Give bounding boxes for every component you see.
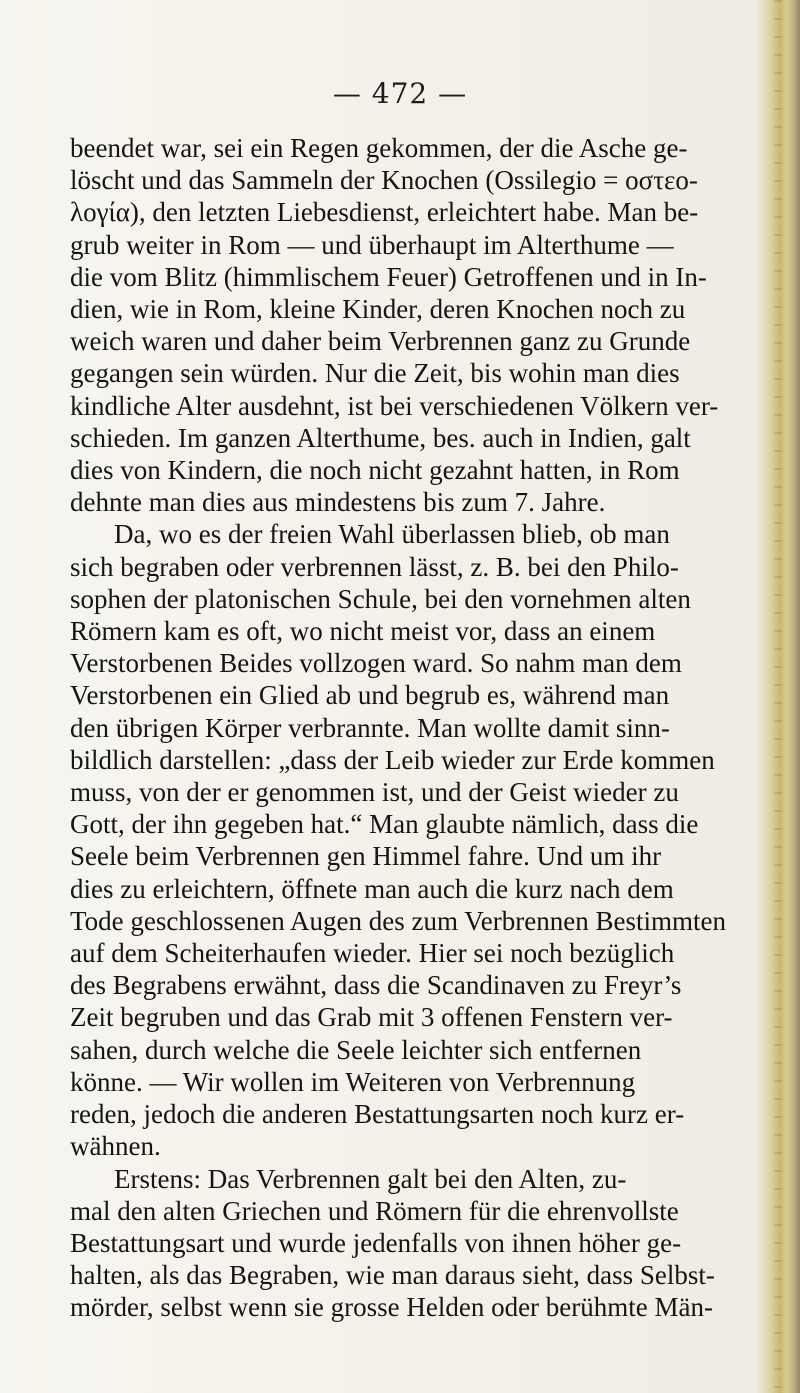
text-line: grub weiter in Rom — und überhaupt im Alterthume —	[70, 229, 674, 260]
text-line: Römern kam es oft, wo nicht meist vor, dass an einem	[70, 616, 656, 647]
text-line: muss, von der er genommen ist, und der Geist wieder zu	[70, 777, 679, 808]
text-line: die vom Blitz (himmlischem Feuer) Getroffenen und in In-	[70, 261, 707, 292]
text-line: sahen, durch welche die Seele leichter sich entfernen	[70, 1034, 642, 1065]
text-line: weich waren und daher beim Verbrennen ganz zu Grunde	[70, 326, 691, 357]
text-line: halten, als das Begraben, wie man daraus sieht, dass Selbst-	[70, 1260, 715, 1291]
text-line: des Begrabens erwähnt, dass die Scandinaven zu Freyr’s	[70, 970, 682, 1001]
text-line: sich begraben oder verbrennen lässt, z. B. bei den Philo-	[70, 551, 679, 582]
text-line: dien, wie in Rom, kleine Kinder, deren Knochen noch zu	[70, 294, 686, 325]
text-line: Zeit begruben und das Grab mit 3 offenen Fenstern ver-	[70, 1002, 673, 1033]
text-line: dehnte man dies aus mindestens bis zum 7. Jahre.	[70, 487, 606, 518]
text-line: mal den alten Griechen und Römern für die ehrenvollste	[70, 1195, 679, 1226]
text-line: dies zu erleichtern, öffnete man auch die kurz nach dem	[70, 873, 674, 904]
text-line: kindliche Alter ausdehnt, ist bei verschiedenen Völkern ver-	[70, 390, 719, 421]
text-line: reden, jedoch die anderen Bestattungsarten noch kurz er-	[70, 1099, 685, 1130]
text-line: Da, wo es der freien Wahl überlassen blieb, ob man	[114, 519, 670, 550]
text-line: wähnen.	[70, 1131, 161, 1162]
page-number: — 472 —	[332, 77, 468, 110]
text-line: löscht und das Sammeln der Knochen (Ossilegio = οστεο-	[70, 165, 698, 196]
text-line: mörder, selbst wenn sie grosse Helden oder berühmte Män-	[70, 1292, 713, 1323]
text-line: schieden. Im ganzen Alterthume, bes. auch in Indien, galt	[70, 422, 691, 453]
text-line: Seele beim Verbrennen gen Himmel fahre. Und um ihr	[70, 841, 662, 872]
text-line: Verstorbenen Beides vollzogen ward. So nahm man dem	[70, 648, 682, 679]
body-text	[70, 132, 750, 1324]
text-line: auf dem Scheiterhaufen wieder. Hier sei noch bezüglich	[70, 938, 675, 969]
text-line: λογία), den letzten Liebesdienst, erleichtert habe. Man be-	[70, 197, 699, 228]
book-binding-edge	[756, 0, 800, 1393]
text-line: könne. — Wir wollen im Weiteren von Verbrennung	[70, 1066, 636, 1097]
text-line: Gott, der ihn gegeben hat.“ Man glaubte nämlich, dass die	[70, 809, 699, 840]
text-line: bildlich darstellen: „dass der Leib wieder zur Erde kommen	[70, 744, 715, 775]
text-line: Erstens: Das Verbrennen galt bei den Alten, zu-	[114, 1163, 627, 1194]
text-line: Bestattungsart und wurde jedenfalls von ihnen höher ge-	[70, 1227, 682, 1258]
text-line: Tode geschlossenen Augen des zum Verbrennen Bestimmten	[70, 905, 726, 936]
text-line: gegangen sein würden. Nur die Zeit, bis wohin man dies	[70, 358, 680, 389]
text-line: beendet war, sei ein Regen gekommen, der die Asche ge-	[70, 133, 688, 163]
text-line: Verstorbenen ein Glied ab und begrub es, während man	[70, 680, 670, 711]
text-line: den übrigen Körper verbrannte. Man wollte damit sinn-	[70, 712, 670, 743]
text-line: dies von Kindern, die noch nicht gezahnt hatten, in Rom	[70, 455, 680, 486]
text-line: sophen der platonischen Schule, bei den vornehmen alten	[70, 583, 691, 614]
